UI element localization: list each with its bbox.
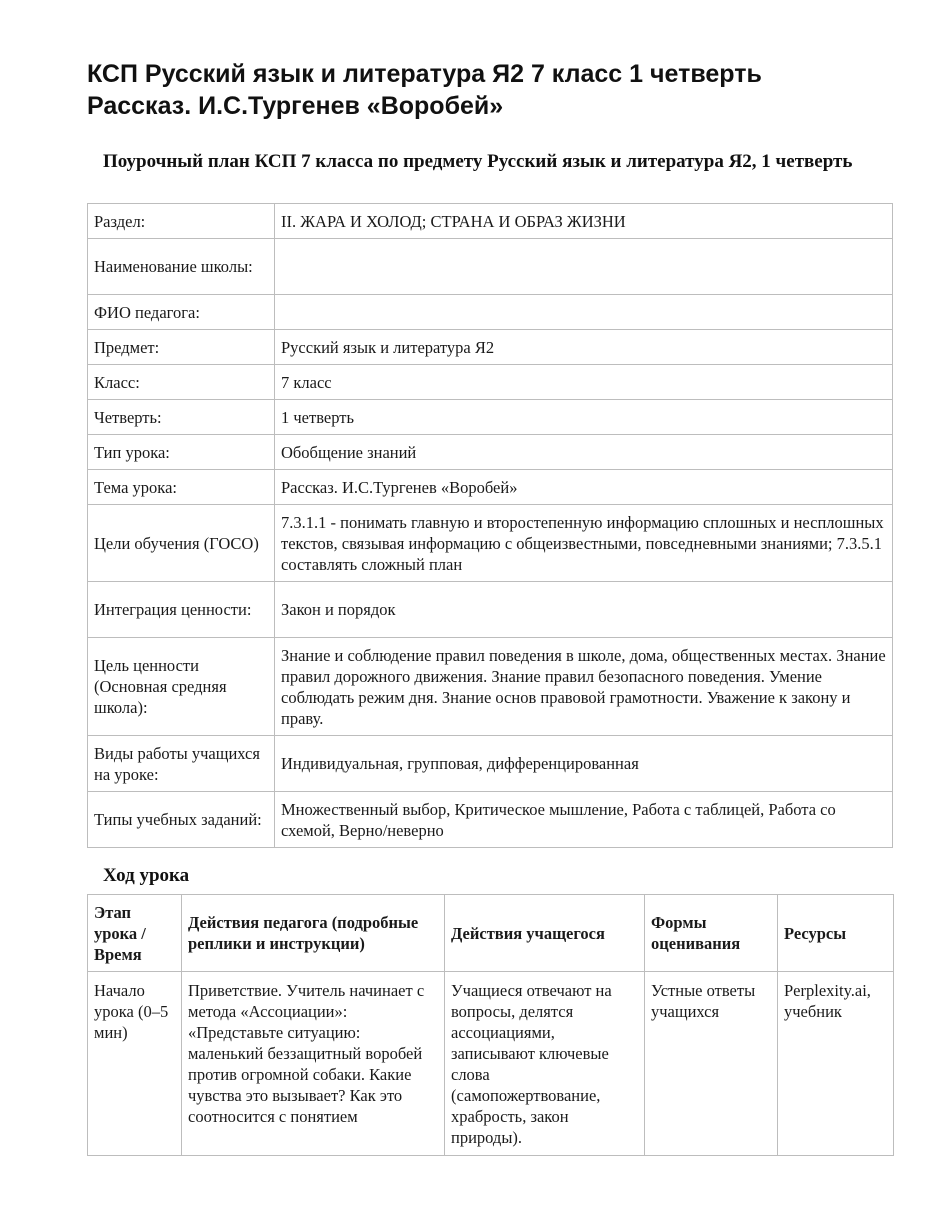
info-label: Раздел: xyxy=(88,204,275,239)
info-label: Виды работы учащихся на уроке: xyxy=(88,736,275,792)
info-value: Множественный выбор, Критическое мышление, Работа с таблицей, Работа со схемой, Верно/неверно xyxy=(275,792,893,848)
table-row xyxy=(88,972,894,1156)
info-label: Предмет: xyxy=(88,330,275,365)
info-row-section xyxy=(88,204,893,239)
info-value: Обобщение знаний xyxy=(275,435,893,470)
column-header-stage: Этап урока / Время xyxy=(88,895,182,972)
lesson-info-table xyxy=(87,203,893,848)
column-header-teacher-actions: Действия педагога (подробные реплики и инструкции) xyxy=(182,895,445,972)
info-value xyxy=(275,239,893,295)
info-row-learning-goals xyxy=(88,505,893,582)
info-row-lesson-type xyxy=(88,435,893,470)
document-title-line-1: КСП Русский язык и литература Я2 7 класс 1 четверть xyxy=(87,60,762,88)
info-value xyxy=(275,295,893,330)
plan-heading: Поурочный план КСП 7 класса по предмету Русский язык и литература Я2, 1 четверть xyxy=(103,151,853,172)
info-row-grade xyxy=(88,365,893,400)
info-label: Класс: xyxy=(88,365,275,400)
info-value: Знание и соблюдение правил поведения в школе, дома, общественных местах. Знание правил дорожного движения. Знание правил безопасного поведения. Умение соблюдать режим дня. Знание основ правовой грамотности. Уважение к закону и праву. xyxy=(275,638,893,736)
info-label: Цель ценности (Основная средняя школа): xyxy=(88,638,275,736)
info-row-work-types xyxy=(88,736,893,792)
info-row-task-types xyxy=(88,792,893,848)
info-row-subject xyxy=(88,330,893,365)
info-value: 1 четверть xyxy=(275,400,893,435)
info-row-school xyxy=(88,239,893,295)
info-label: Четверть: xyxy=(88,400,275,435)
info-row-teacher xyxy=(88,295,893,330)
info-row-value-integration xyxy=(88,582,893,638)
info-label: ФИО педагога: xyxy=(88,295,275,330)
info-label: Интеграция ценности: xyxy=(88,582,275,638)
lesson-table-header-row xyxy=(88,895,894,972)
column-header-assessment: Формы оценивания xyxy=(645,895,778,972)
info-label: Тема урока: xyxy=(88,470,275,505)
info-row-topic xyxy=(88,470,893,505)
cell-teacher-actions: Приветствие. Учитель начинает с метода «Ассоциации»: «Представьте ситуацию: маленький беззащитный воробей против огромной собаки. Какие чувства это вызывает? Как это соотносится с понятием xyxy=(182,972,445,1156)
info-value: II. ЖАРА И ХОЛОД; СТРАНА И ОБРАЗ ЖИЗНИ xyxy=(275,204,893,239)
info-label: Наименование школы: xyxy=(88,239,275,295)
column-header-student-actions: Действия учащегося xyxy=(445,895,645,972)
document-title-line-2: Рассказ. И.С.Тургенев «Воробей» xyxy=(87,92,504,120)
info-label: Цели обучения (ГОСО) xyxy=(88,505,275,582)
cell-stage: Начало урока (0–5 мин) xyxy=(88,972,182,1156)
document-title xyxy=(87,58,887,122)
info-value: Индивидуальная, групповая, дифференцированная xyxy=(275,736,893,792)
lesson-flow-table xyxy=(87,894,894,1156)
cell-assessment: Устные ответы учащихся xyxy=(645,972,778,1156)
lesson-flow-heading: Ход урока xyxy=(103,865,190,886)
info-value: 7 класс xyxy=(275,365,893,400)
info-row-quarter xyxy=(88,400,893,435)
cell-resources: Perplexity.ai, учебник xyxy=(778,972,894,1156)
info-label: Тип урока: xyxy=(88,435,275,470)
info-value: 7.3.1.1 - понимать главную и второстепенную информацию сплошных и несплошных текстов, связывая информацию с общеизвестными, повседневными знаниями; 7.3.5.1 составлять сложный план xyxy=(275,505,893,582)
info-value: Русский язык и литература Я2 xyxy=(275,330,893,365)
column-header-resources: Ресурсы xyxy=(778,895,894,972)
cell-student-actions: Учащиеся отвечают на вопросы, делятся ассоциациями, записывают ключевые слова (самопожертвование, храбрость, закон природы). xyxy=(445,972,645,1156)
info-label: Типы учебных заданий: xyxy=(88,792,275,848)
info-row-value-goal xyxy=(88,638,893,736)
info-value: Закон и порядок xyxy=(275,582,893,638)
info-value: Рассказ. И.С.Тургенев «Воробей» xyxy=(275,470,893,505)
